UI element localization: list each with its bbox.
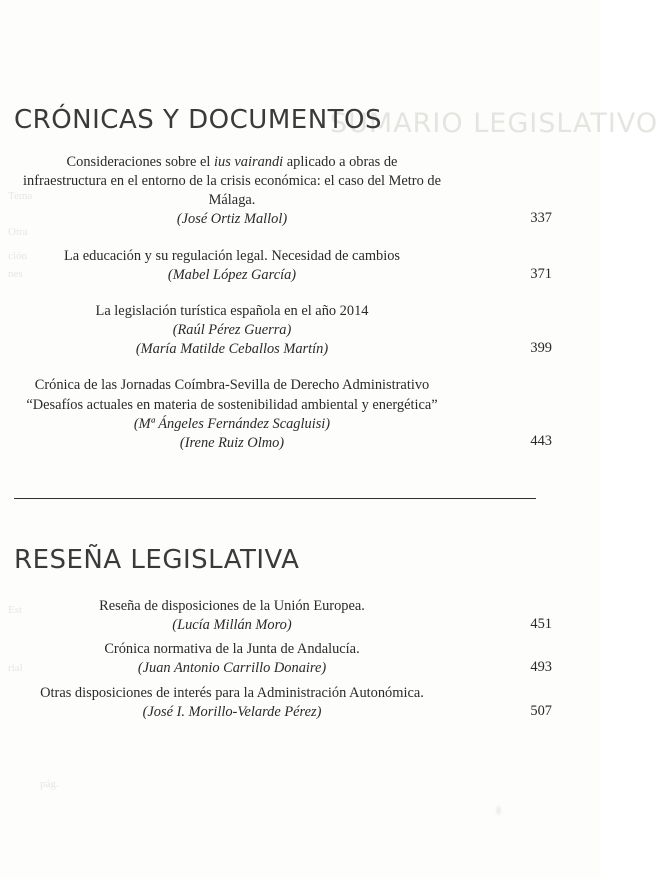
bleed-through-fragment: nes <box>8 268 23 280</box>
entry-author: (Lucía Millán Moro) <box>172 617 292 634</box>
section-resena-legislativa <box>14 545 574 727</box>
entry-title-line: Otras disposiciones de interés para la Administración Autonómica. <box>40 684 424 701</box>
toc-entry[interactable] <box>14 302 574 359</box>
bleed-through-fragment: Otra <box>8 226 28 238</box>
entry-title-tail: aplicado a obras de <box>283 154 398 170</box>
entry-page-number: 507 <box>530 702 552 719</box>
section-divider <box>14 498 536 499</box>
entry-title-italic: ius vairandi <box>214 154 284 170</box>
entry-title-line: Reseña de disposiciones de la Unión Europea. <box>99 598 365 614</box>
entry-title-line: La educación y su regulación legal. Necesidad de cambios <box>63 247 401 264</box>
bleed-through-title: SUMARIO LEGISLATIVO <box>330 108 658 139</box>
entry-author: (José I. Morillo-Velarde Pérez) <box>142 703 322 720</box>
entry-title-line: Crónica de las Jornadas Coímbra-Sevilla de Derecho Administrativo <box>34 377 430 394</box>
entry-title-line: infraestructura en el entorno de la crisis económica: el caso del Metro de <box>23 173 441 190</box>
entry-page-number: 493 <box>530 659 552 676</box>
entry-author: (José Ortiz Mallol) <box>176 211 288 228</box>
entry-page-number: 399 <box>530 339 552 356</box>
entry-author: (Raúl Pérez Guerra) <box>172 322 292 339</box>
section-cronicas-y-documentos <box>14 105 574 470</box>
toc-entry[interactable] <box>14 376 574 453</box>
section-heading: CRÓNICAS Y DOCUMENTOS <box>14 105 382 135</box>
entry-title-line: La legislación turística española en el año 2014 <box>95 302 369 319</box>
toc-entry[interactable] <box>14 640 574 678</box>
entry-title-line: Málaga. <box>208 192 256 209</box>
entry-author: (María Matilde Ceballos Martín) <box>135 341 329 358</box>
toc-entry[interactable] <box>14 153 574 230</box>
toc-entry[interactable] <box>14 247 574 285</box>
bleed-through-fragment: pág. <box>40 778 59 790</box>
bleed-through-fragment: rial <box>8 662 23 674</box>
section-heading: RESEÑA LEGISLATIVA <box>14 545 300 575</box>
entry-author: (Mabel López García) <box>167 266 297 283</box>
entry-list <box>14 597 574 722</box>
entry-page-number: 451 <box>530 616 552 632</box>
toc-entry[interactable] <box>14 597 574 635</box>
entry-title-line: “Desafíos actuales en materia de sostenibilidad ambiental y energética” <box>26 396 438 413</box>
entry-list <box>14 153 574 453</box>
entry-author: (Irene Ruiz Olmo) <box>179 434 285 451</box>
bleed-through-fragment: ción <box>8 250 27 262</box>
entry-author: (Juan Antonio Carrillo Donaire) <box>137 660 327 677</box>
toc-entry[interactable] <box>14 684 574 722</box>
entry-page-number: 337 <box>530 210 552 226</box>
entry-author: (Mª Ángeles Fernández Scagluisi) <box>133 415 331 432</box>
page-smudge <box>496 806 501 815</box>
entry-page-number: 371 <box>530 265 552 282</box>
bleed-through-fragment: Est <box>8 604 23 616</box>
entry-title-line: Consideraciones sobre el <box>66 154 214 170</box>
entry-title-line: Crónica normativa de la Junta de Andalucía. <box>104 641 360 658</box>
entry-page-number: 443 <box>530 433 552 450</box>
bleed-through-fragment: Tema <box>8 190 33 202</box>
